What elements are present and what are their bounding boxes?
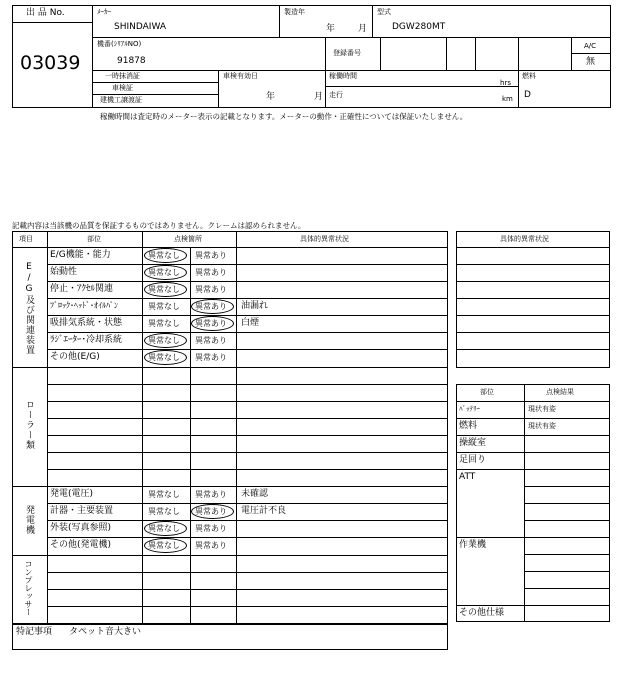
result-part: 燃料 [459, 421, 478, 431]
ac-value: 無 [586, 57, 596, 67]
ac-label: A/C [584, 42, 597, 50]
opt-abnormal: 異常あり [195, 285, 227, 294]
fuel-label: 燃料 [522, 72, 536, 80]
opt-abnormal: 異常あり [195, 319, 227, 328]
col-header-part: 部位 [87, 235, 101, 243]
circle-mark [191, 316, 234, 331]
result-value: 現状有姿 [528, 405, 556, 413]
inspection-year-unit: 年 [266, 92, 276, 102]
circle-mark [191, 299, 234, 314]
hrs-unit: hrs [500, 79, 511, 87]
opt-abnormal: 異常あり [195, 541, 227, 550]
opt-abnormal: 異常あり [195, 524, 227, 533]
engine-part: E/G機能・能力 [50, 250, 111, 260]
result-part: ﾊﾞｯﾃﾘｰ [459, 405, 480, 413]
result-part: その他仕様 [459, 608, 505, 618]
circle-mark [144, 333, 187, 348]
maker-value: SHINDAIWA [114, 22, 167, 32]
engine-part: ﾌﾞﾛｯｸ･ﾍｯﾄﾞ･ｵｲﾙﾊﾟﾝ [50, 301, 118, 310]
engine-detail: 油漏れ [241, 301, 269, 311]
model-value: DGW280MT [392, 22, 446, 32]
col-header-detail: 具体的異常状況 [300, 235, 349, 243]
generator-part: 発電(電圧) [50, 489, 94, 499]
opt-normal: 異常なし [148, 285, 180, 294]
engine-part: 始動性 [50, 267, 78, 277]
generator-part: その他(発電機) [50, 540, 112, 550]
opt-abnormal: 異常あり [195, 490, 227, 499]
opt-abnormal: 異常あり [195, 302, 227, 311]
opt-normal: 異常なし [148, 353, 180, 362]
year-unit: 年 [326, 24, 336, 34]
fuel-value: D [524, 90, 531, 100]
circle-mark [144, 538, 187, 553]
opt-normal: 異常なし [148, 524, 180, 533]
opt-abnormal: 異常あり [195, 336, 227, 345]
year-label: 製造年 [284, 8, 305, 16]
month-unit: 月 [358, 24, 368, 34]
result-value: 現状有姿 [528, 422, 556, 430]
result-part-header: 部位 [480, 388, 494, 396]
opt-normal: 異常なし [148, 251, 180, 260]
remarks-text: タペット音大きい [69, 627, 142, 637]
engine-part: その他(E/G) [50, 352, 100, 362]
circle-mark [191, 504, 234, 519]
opt-normal: 異常なし [148, 319, 180, 328]
circle-mark [144, 248, 187, 263]
section-generator: 発電機 [24, 505, 34, 535]
opt-abnormal: 異常あり [195, 268, 227, 277]
serial-label: 機番(ｼﾘｱﾙNO) [97, 40, 142, 48]
opt-normal: 異常なし [148, 268, 180, 277]
lot-number: 03039 [20, 52, 81, 74]
inspection-month-unit: 月 [314, 92, 324, 102]
col-header-item: 項目 [19, 235, 33, 243]
result-part: 足回り [459, 455, 487, 465]
result-part: ATT [459, 472, 476, 482]
result-header: 点検結果 [546, 388, 574, 396]
col-header-check: 点検箇所 [174, 235, 202, 243]
section-roller: ローラー類 [24, 400, 34, 450]
circle-mark [144, 521, 187, 536]
inspection-date-label: 車検有効日 [223, 72, 258, 80]
hours-note: 稼働時間は査定時のメーター表示の記載となります。メーターの動作・正確性については保証いたしません。 [100, 112, 468, 121]
opt-normal: 異常なし [148, 490, 180, 499]
section-compressor: コンプレッサー [24, 560, 33, 616]
opt-normal: 異常なし [148, 336, 180, 345]
generator-detail: 未確認 [241, 489, 269, 499]
engine-part: 停止・ｱｸｾﾙ関連 [50, 284, 114, 294]
opt-normal: 異常なし [148, 541, 180, 550]
generator-part: 計器・主要装置 [50, 506, 114, 516]
opt-abnormal: 異常あり [195, 353, 227, 362]
result-part: 作業機 [459, 540, 487, 550]
remarks-label: 特記事項 [16, 627, 53, 637]
section-engine: E/G及び関連装置 [24, 262, 34, 355]
opt-normal: 異常なし [148, 302, 180, 311]
engine-part: 吸排気系統・状態 [50, 318, 123, 328]
cert-temp-deregistration: 一時抹消証 [105, 72, 140, 80]
right-detail-table [456, 231, 610, 368]
lot-label: 出 品 No. [26, 8, 65, 18]
circle-mark [144, 350, 187, 365]
km-unit: km [502, 95, 513, 103]
model-label: 型式 [377, 8, 391, 16]
generator-detail: 電圧計不良 [241, 506, 287, 516]
reg-label: 登録番号 [333, 49, 361, 57]
cert-transfer: 建機工譲渡証 [100, 96, 142, 104]
serial-value: 91878 [117, 56, 146, 66]
distance-label: 走行 [329, 91, 343, 99]
opt-normal: 異常なし [148, 507, 180, 516]
cert-inspection: 車検証 [112, 84, 133, 92]
generator-part: 外装(写真参照) [50, 523, 112, 533]
result-part: 操縦室 [459, 438, 487, 448]
circle-mark [144, 265, 187, 280]
circle-mark [144, 282, 187, 297]
opt-abnormal: 異常あり [195, 507, 227, 516]
header-block [12, 5, 611, 108]
engine-detail: 白煙 [241, 318, 260, 328]
hours-label: 稼働時間 [329, 72, 357, 80]
maker-label: ﾒｰｶｰ [97, 8, 111, 16]
quality-note: 記載内容は当該機の品質を保証するものではありません。クレームは認められません。 [12, 221, 306, 230]
opt-abnormal: 異常あり [195, 251, 227, 260]
engine-part: ﾗｼﾞｴｰﾀｰ･冷却系統 [50, 335, 123, 345]
right-detail-header: 具体的異常状況 [500, 235, 549, 243]
